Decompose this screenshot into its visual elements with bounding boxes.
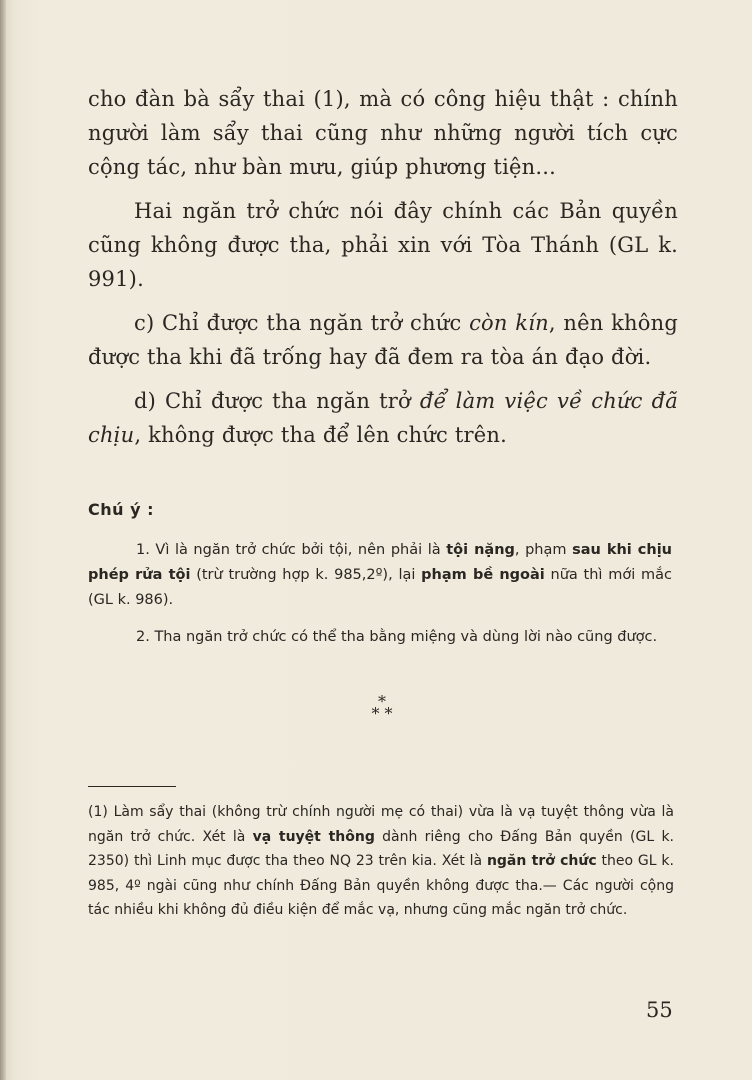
paragraph-c: c) Chỉ được tha ngăn trở chức còn kín, nên không được tha khi đã trống hay đã đem ra tòa án đạo đời.	[88, 311, 678, 369]
page-number: 55	[646, 998, 673, 1022]
paragraph-d: d) Chỉ được tha ngăn trở để làm việc về chức đã chịu, không được tha để lên chức trên.	[88, 389, 678, 447]
italic-term-con-kin: còn kín	[469, 311, 549, 335]
footnote	[88, 800, 674, 923]
italic-term-lam-viec: để làm việc về chức đã chịu	[88, 389, 678, 447]
paragraph-2: Hai ngăn trở chức nói đây chính các Bản quyền cũng không được tha, phải xin với Tòa Thánh (GL k. 991).	[88, 199, 678, 291]
asterism-separator: * * *	[371, 692, 393, 723]
paragraph-1: cho đàn bà sẩy thai (1), mà có công hiệu thật : chính người làm sẩy thai cũng như những người tích cực cộng tác, như bàn mưu, giúp phương tiện...	[88, 87, 678, 179]
footnote-rule	[88, 786, 176, 787]
main-text	[88, 82, 678, 452]
note-heading: Chú ý :	[88, 500, 154, 519]
footnote-1: (1) Làm sẩy thai (không trừ chính người mẹ có thai) vừa là vạ tuyệt thông vừa là ngăn trở chức. Xét là vạ tuyệt thông dành riêng cho Đấng Bản quyền (GL k. 2350) thì Linh mục được tha theo NQ 23 trên kia. Xét là ngăn trở chức theo GL k. 985, 4º ngài cũng như chính Đấng Bản quyền không được tha.— Các người cộng tác nhiều khi không đủ điều kiện để mắc vạ, nhưng cũng mắc ngăn trở chức.	[88, 804, 674, 918]
note-item-2: 2. Tha ngăn trở chức có thể tha bằng miệng và dùng lời nào cũng được.	[136, 629, 658, 645]
note-item-1: 1. Vì là ngăn trở chức bởi tội, nên phải là tội nặng, phạm sau khi chịu phép rửa tội (trừ trường hợp k. 985,2º), lại phạm bề ngoài nữa thì mới mắc (GL k. 986).	[88, 542, 672, 608]
page-gutter-shadow	[0, 0, 6, 1080]
note-list	[88, 538, 672, 662]
